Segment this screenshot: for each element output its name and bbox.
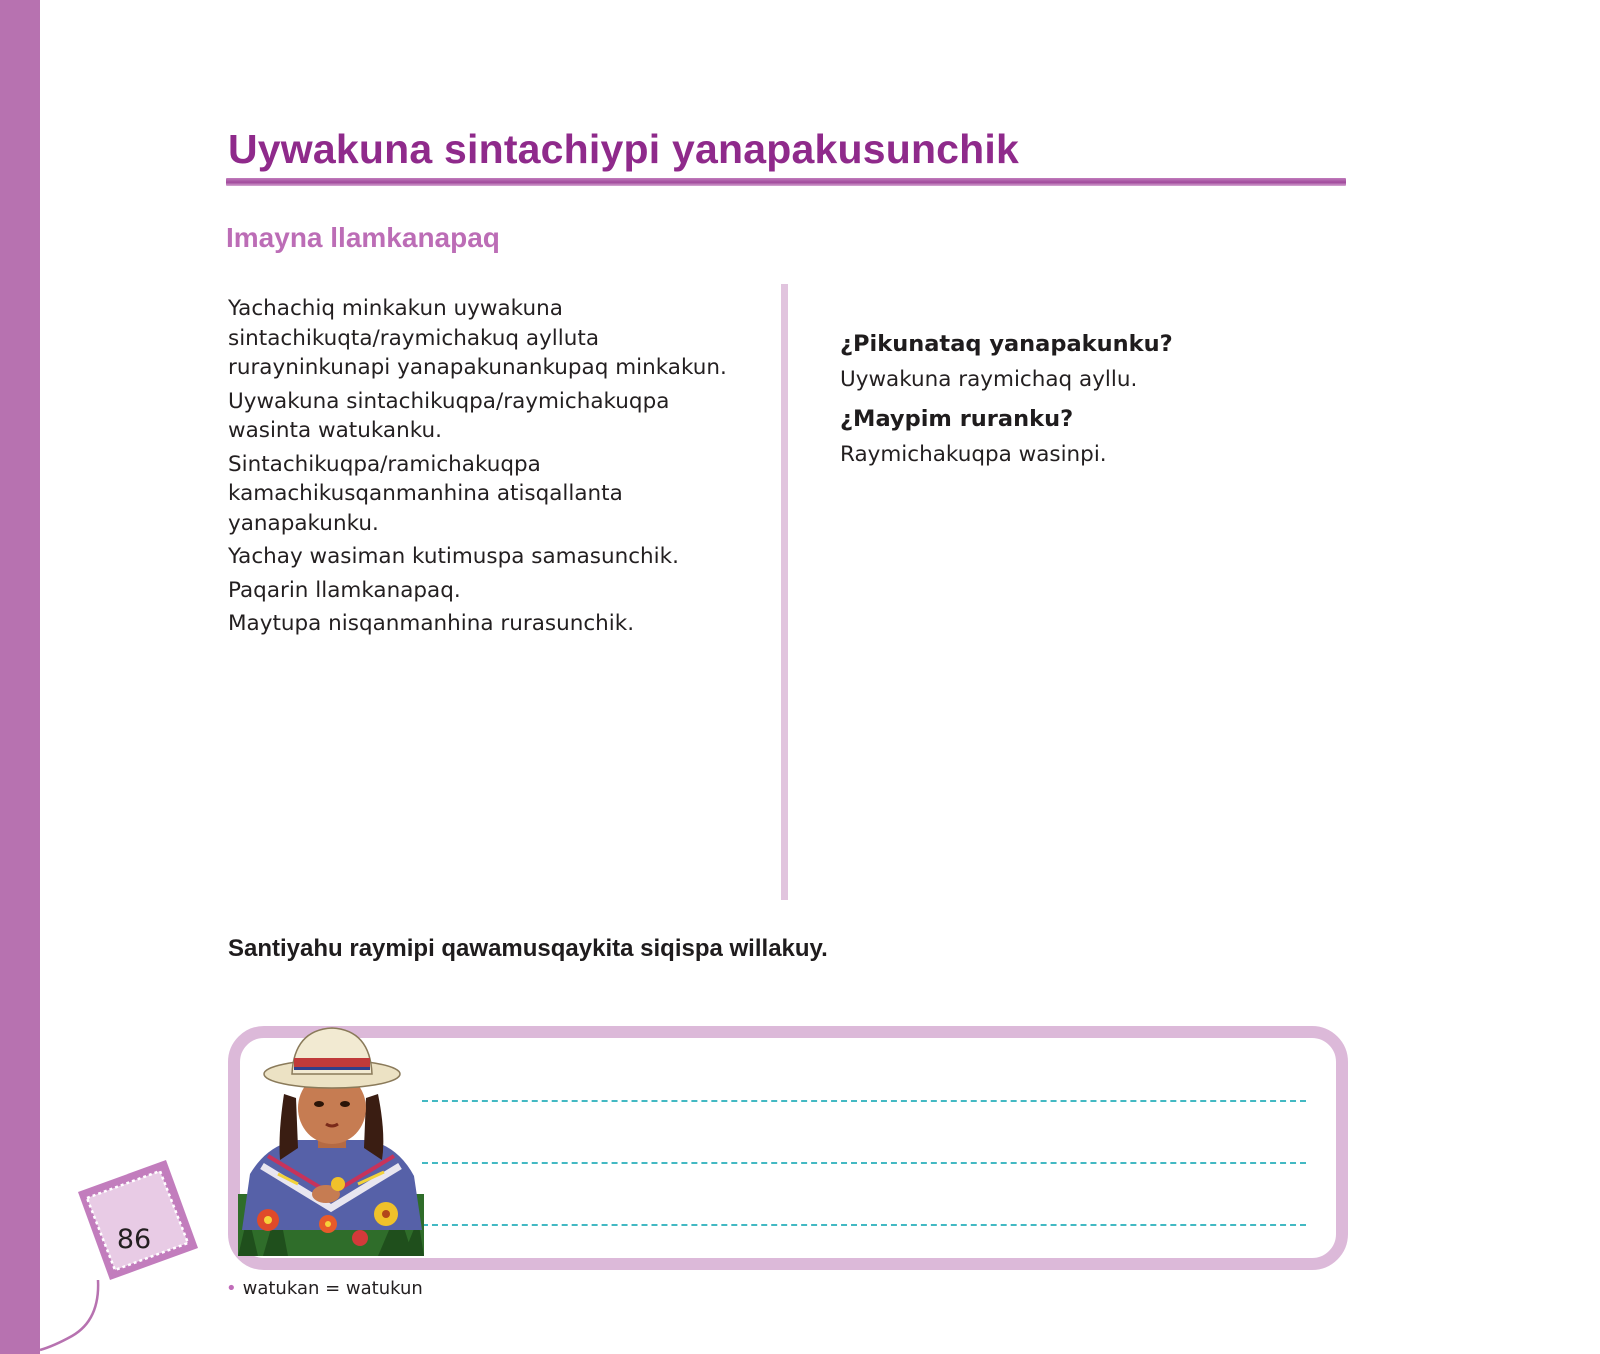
page-number-badge: [30, 1160, 220, 1354]
answer-where: Raymichakuqpa wasinpi.: [840, 441, 1107, 467]
writing-line-3[interactable]: [422, 1224, 1306, 1226]
instruction-paragraph: Yachachiq minkakun uywakuna sintachikuqta/raymichakuq aylluta rurayninkunapi yanapakunankupaq minkakun.: [228, 296, 727, 380]
instructions-column: [228, 294, 748, 643]
page-edge-band: [0, 0, 40, 1354]
writing-line-1[interactable]: [422, 1100, 1306, 1102]
column-divider: [781, 284, 788, 900]
footnote: [226, 1278, 423, 1299]
activity-instruction: Santiyahu raymipi qawamusqaykita siqispa willakuy.: [228, 935, 828, 962]
page-number: 86: [116, 1224, 152, 1255]
question-where: ¿Maypim ruranku?: [840, 406, 1074, 432]
question-who: ¿Pikunataq yanapakunku?: [840, 331, 1173, 357]
footnote-bullet: •: [226, 1278, 237, 1299]
instruction-paragraph: Sintachikuqpa/ramichakuqpa kamachikusqanmanhina atisqallanta yanapakunku.: [228, 451, 623, 536]
answer-who: Uywakuna raymichaq ayllu.: [840, 366, 1138, 392]
page-title: Uywakuna sintachiypi yanapakusunchik: [228, 126, 1020, 172]
title-underline: [226, 178, 1346, 186]
instruction-paragraph: Paqarin llamkanapaq.: [228, 577, 461, 603]
questions-column: [840, 330, 1400, 480]
writing-line-2[interactable]: [422, 1162, 1306, 1164]
girl-in-hat-illustration: [238, 1024, 424, 1256]
instruction-paragraph: Uywakuna sintachikuqpa/raymichakuqpa wasinta watukanku.: [228, 388, 670, 443]
instruction-paragraph: Maytupa nisqanmanhina rurasunchik.: [228, 611, 635, 636]
instruction-paragraph: Yachay wasiman kutimuspa samasunchik.: [228, 544, 679, 569]
footnote-text: watukan = watukun: [242, 1278, 423, 1299]
section-heading: Imayna llamkanapaq: [226, 222, 500, 253]
